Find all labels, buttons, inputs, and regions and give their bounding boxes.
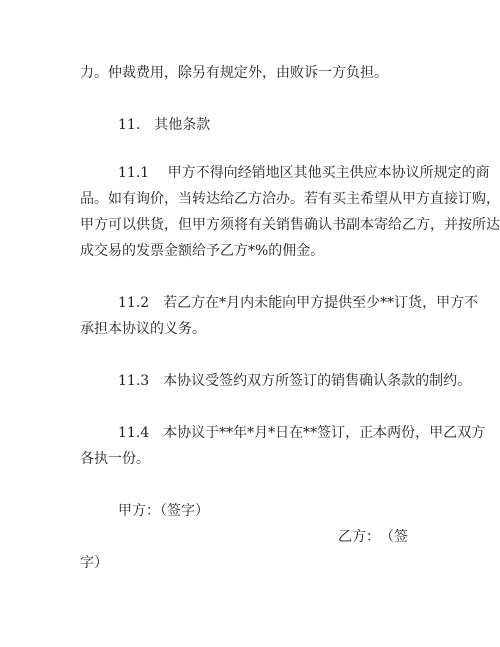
clause-11-3-line-1: 11.3 本协议受签约双方所签订的销售确认条款的制约。 [118, 373, 472, 389]
party-b-signature-label: 乙方： （签 [338, 529, 408, 545]
section-heading-11: 11. 其他条款 [118, 117, 211, 133]
clause-11-2-line-2: 承担本协议的义务。 [80, 321, 206, 337]
clause-11-1-line-1: 11.1 甲方不得向经销地区其他买主供应本协议所规定的商 [118, 165, 490, 181]
clause-11-4-line-2: 各执一份。 [80, 451, 150, 467]
party-b-signature-label-cont: 字） [80, 555, 108, 571]
clause-11-1-line-4: 成交易的发票金额给予乙方*%的佣金。 [80, 243, 325, 259]
party-a-signature-label: 甲方：（签字） [118, 503, 209, 519]
clause-11-1-line-3: 甲方可以供货，但甲方须将有关销售确认书副本寄给乙方，并按所达 [80, 217, 500, 233]
paragraph-continuation-line: 力。仲裁费用，除另有规定外，由败诉一方负担。 [80, 65, 388, 81]
clause-11-2-line-1: 11.2 若乙方在*月内未能向甲方提供至少**订货，甲方不 [118, 295, 479, 311]
clause-11-4-line-1: 11.4 本协议于**年*月*日在**签订，正本两份，甲乙双方 [118, 425, 486, 441]
clause-11-1-line-2: 品。如有询价，当转达给乙方洽办。若有买主希望从甲方直接订购， [80, 191, 500, 207]
